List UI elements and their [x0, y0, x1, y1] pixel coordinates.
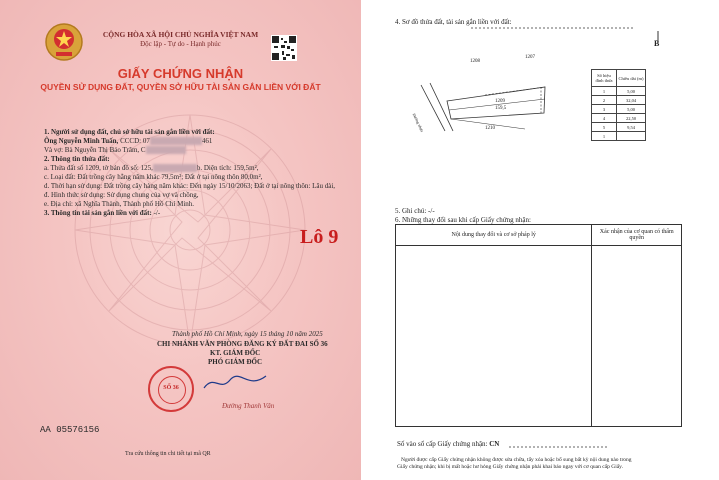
registry-dotted-line — [509, 446, 609, 448]
table-row: 1 — [592, 132, 646, 141]
section-5-note: 5. Ghi chú: -/- — [395, 207, 435, 215]
label-1210: 1210 — [485, 126, 495, 131]
parcel-section-heading: 2. Thông tin thửa đất: — [44, 155, 110, 163]
issuing-office: CHI NHÁNH VĂN PHÒNG ĐĂNG KÝ ĐẤT ĐAI SỐ 36 — [157, 340, 328, 348]
redacted-id — [146, 146, 186, 154]
road-label: Đường nhựa — [411, 112, 425, 133]
table-header-vertex: Số hiệu đỉnh thửa — [592, 70, 617, 87]
asset-section-line: 3. Thông tin tài sản gắn liền với đất: -/- — [44, 209, 161, 217]
label-area: 159,5 — [495, 106, 507, 111]
table-header-length: Chiều dài (m) — [617, 70, 646, 87]
table-row: 1 5,00 — [592, 87, 646, 96]
col-authority-confirmation: Xác nhận của cơ quan có thẩm quyền — [592, 225, 682, 246]
certificate-back-page — [375, 0, 719, 480]
usage-form-line: đ. Hình thức sử dụng: Sử dụng chung của vợ và chồng, — [44, 191, 199, 199]
certificate-subtitle: QUYỀN SỬ DỤNG ĐẤT, QUYỀN SỞ HỮU TÀI SẢN GẮN LIỀN VỚI ĐẤT — [40, 82, 321, 92]
spouse-line: Và vợ: Bà Nguyễn Thị Bảo Trâm, C — [44, 146, 186, 154]
signature-mark — [200, 370, 270, 396]
registry-number: Số vào sổ cấp Giấy chứng nhận: CN — [397, 440, 500, 448]
section-6-heading: 6. Những thay đổi sau khi cấp Giấy chứng nhận: — [395, 216, 531, 224]
table-header-row — [396, 225, 682, 246]
stamp-text: SỐ 36 — [163, 385, 179, 391]
redacted-area — [153, 164, 197, 172]
deputy-director: PHÓ GIÁM ĐỐC — [208, 358, 263, 366]
label-1207: 1207 — [525, 55, 535, 60]
serial-number: AA 05576156 — [40, 425, 100, 435]
changes-table — [395, 224, 682, 427]
certificate-title: GIẤY CHỨNG NHẬN — [117, 66, 244, 81]
footnote-line-2: Giấy chứng nhận; khi bị mất hoặc hư hỏng Giấy chứng nhận phải khai báo ngay với cơ quan cấp Giấy. — [397, 464, 623, 470]
table-row: 2 32,04 — [592, 96, 646, 105]
official-stamp — [148, 366, 194, 412]
kt-director: KT. GIÁM ĐỐC — [210, 349, 261, 357]
section-4-heading: 4. Sơ đồ thửa đất, tài sản gắn liền với đất: — [395, 18, 512, 26]
qr-code-icon — [271, 35, 297, 61]
label-1208: 1208 — [470, 59, 480, 64]
north-arrow-icon — [656, 31, 660, 41]
parcel-diagram — [415, 55, 555, 135]
owner-section-heading: 1. Người sử dụng đất, chủ sở hữu tài sản gắn liền với đất: — [44, 128, 215, 136]
table-row: 5 9,54 — [592, 123, 646, 132]
land-term-line: d. Thời hạn sử dụng: Đất trồng cây hàng năm khác: Đến ngày 15/10/2063; Đất ở tại nông thôn: Lâu dài, — [44, 182, 336, 190]
table-row: 4 22,50 — [592, 114, 646, 123]
table-header-row — [592, 70, 646, 87]
parcel-number-line: a. Thửa đất số 1209, tờ bản đồ số: 125, b. Diện tích: 159,5m², — [44, 164, 259, 172]
land-type-line: c. Loại đất: Đất trồng cây hằng năm khác 79,5m²; Đất ở tại nông thôn 80,0m², — [44, 173, 263, 181]
redacted-id — [150, 137, 202, 145]
motto: Độc lập - Tự do - Hạnh phúc — [140, 40, 221, 48]
north-mark: B — [654, 39, 660, 48]
table-row: 3 5,00 — [592, 105, 646, 114]
place-date: Thành phố Hồ Chí Minh, ngày 15 tháng 10 năm 2025 — [172, 330, 323, 338]
address-line: e. Địa chỉ: xã Nghĩa Thành, Thành phố Hồ Chí Minh. — [44, 200, 195, 208]
lot-label: Lô 9 — [300, 226, 339, 248]
owner-line: Ông Nguyễn Minh Tuấn, CCCD: 07 461 — [44, 137, 213, 145]
signer-name: Đường Thanh Vân — [222, 402, 275, 410]
vertex-length-table — [591, 69, 646, 141]
col-change-content: Nội dung thay đổi và cơ sở pháp lý — [396, 225, 592, 246]
qr-code — [271, 35, 297, 61]
table-row — [396, 246, 682, 427]
label-1209: 1209 — [495, 99, 505, 104]
dotted-divider — [471, 27, 635, 29]
nation-header: CỘNG HÒA XÃ HỘI CHỦ NGHĨA VIỆT NAM — [102, 30, 259, 39]
footnote-line-1: Người được cấp Giấy chứng nhận không được sửa chữa, tẩy xóa hoặc bổ sung bất kỳ nội dung nào trong — [401, 457, 632, 463]
qr-footer-note: Tra cứu thông tin chi tiết tại mã QR — [125, 451, 211, 457]
